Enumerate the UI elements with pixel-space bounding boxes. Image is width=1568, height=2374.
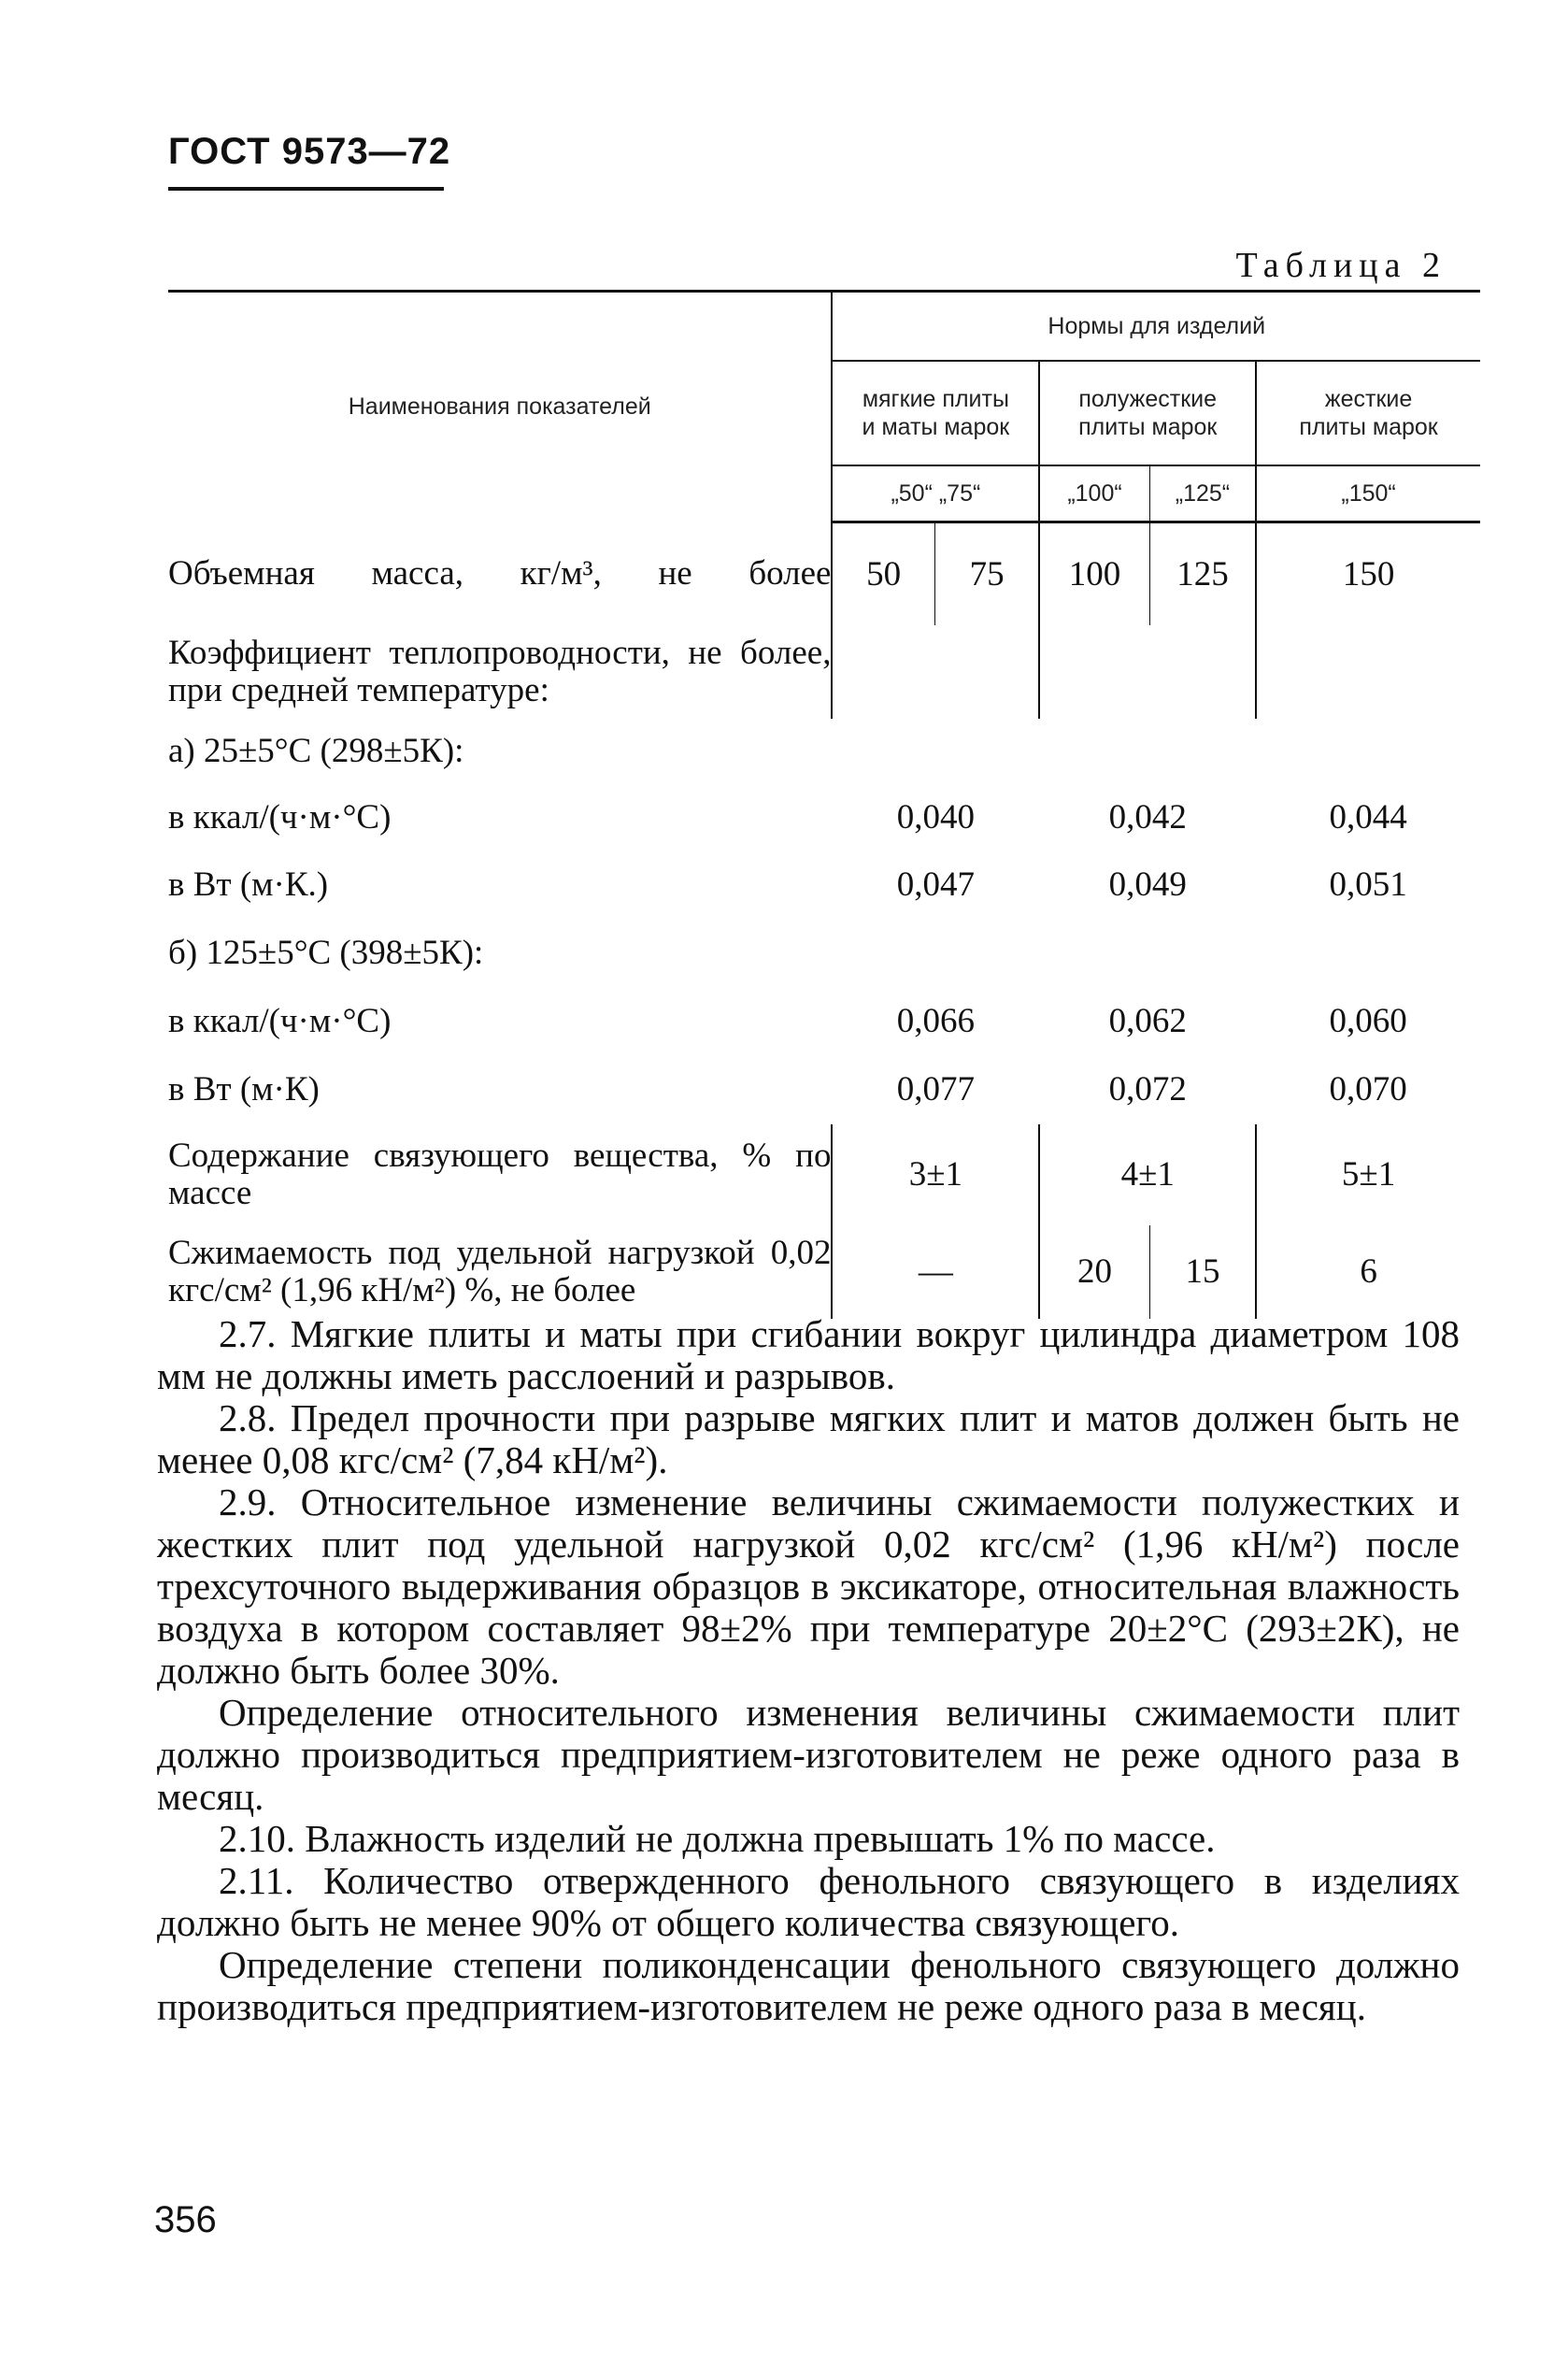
row-label-temp-b: б) 125±5°С (398±5К): — [168, 933, 484, 972]
paragraph-polycondensation: Определение степени поликонденсации фенольного связующего должно производиться предприятием-изготовителем не реже одного раза в месяц. — [157, 1943, 1460, 2028]
value-cell: 6 — [1256, 1225, 1480, 1319]
body-text — [157, 1313, 1460, 2028]
value-cell: 0,051 — [1329, 865, 1407, 904]
value-cell: — — [832, 1225, 1039, 1319]
paragraph-2-10: 2.10. Влажность изделий не должна превышать 1% по массе. — [219, 1817, 1216, 1860]
mark-150: „150“ — [1256, 465, 1480, 522]
paragraph-2-9: 2.9. Относительное изменение величины сжимаемости полужестких и жестких плит под удельной нагрузкой 0,02 кгс/см² (1,96 кН/м²) после трехсуточного выдерживания образцов в эксикаторе, относительная влажность воздуха в котором составляет 98±2% при температуре 20±2°С (293±2К), не должно быть более 30%. — [157, 1480, 1460, 1692]
group-rigid-header: жесткие плиты марок — [1256, 361, 1480, 465]
table-caption: Таблица 2 — [1235, 246, 1447, 285]
value-cell: 5±1 — [1256, 1124, 1480, 1225]
value-cell: 100 — [1039, 522, 1149, 625]
mark-100: „100“ — [1039, 465, 1149, 522]
value-cell: 0,044 — [1329, 798, 1407, 837]
header-rule — [168, 187, 444, 191]
page-number: 356 — [154, 2199, 217, 2240]
value-cell: 0,066 — [896, 1002, 975, 1040]
paragraph-2-11: 2.11. Количество отвержденного фенольного связующего в изделиях должно быть не менее 90% от общего количества связующего. — [157, 1859, 1460, 1944]
mark-soft: „50“ „75“ — [832, 465, 1039, 522]
row-label-temp-a: а) 25±5°С (298±5К): — [168, 731, 464, 770]
row-label-density: Объемная масса, кг/м³, не более — [168, 553, 832, 593]
value-cell: 20 — [1039, 1225, 1149, 1319]
value-cell: 0,049 — [1108, 865, 1187, 904]
value-cell: 75 — [934, 522, 1039, 625]
group-soft-header: мягкие плиты и маты марок — [832, 361, 1039, 465]
value-cell: 4±1 — [1039, 1124, 1256, 1225]
value-cell: 0,040 — [896, 798, 975, 837]
paragraph-2-7: 2.7. Мягкие плиты и маты при сгибании вокруг цилиндра диаметром 108 мм не должны иметь расслоений и разрывов. — [157, 1312, 1460, 1397]
value-cell: 150 — [1256, 522, 1480, 625]
value-cell: 0,047 — [896, 865, 975, 904]
value-cell: 0,042 — [1108, 798, 1187, 837]
value-cell: 50 — [832, 522, 934, 625]
row-label-binder: Содержание связующего вещества, % по массе — [168, 1136, 832, 1212]
row-label-compressibility: Сжимаемость под удельной нагрузкой 0,02 кгс/см² (1,96 кН/м²) %, не более — [168, 1233, 832, 1309]
paragraph-2-8: 2.8. Предел прочности при разрыве мягких плит и матов должен быть не менее 0,08 кгс/см² (7,84 кН/м²). — [157, 1396, 1460, 1481]
norms-header: Нормы для изделий — [832, 293, 1480, 361]
paragraph-compression-method: Определение относительного изменения величины сжимаемости плит должно производиться предприятием-изготовителем не реже одного раза в месяц. — [157, 1691, 1460, 1818]
value-cell: 0,077 — [896, 1070, 975, 1108]
row-label-watt-b: в Вт (м·К) — [168, 1069, 320, 1108]
row-label-kcal-a: в ккал/(ч·м·°С) — [168, 797, 392, 837]
mark-125: „125“ — [1149, 465, 1256, 522]
row-label-watt-a: в Вт (м·К.) — [168, 865, 329, 904]
document-header: ГОСТ 9573—72 — [168, 131, 451, 172]
value-cell: 15 — [1149, 1225, 1256, 1319]
value-cell: 0,062 — [1108, 1002, 1187, 1040]
value-cell: 0,070 — [1329, 1070, 1407, 1108]
group-semirigid-header: полужесткие плиты марок — [1039, 361, 1256, 465]
param-header: Наименования показателей — [348, 393, 651, 421]
norms-table — [168, 290, 1480, 1319]
row-label-kcal-b: в ккал/(ч·м·°С) — [168, 1001, 392, 1040]
value-cell: 0,060 — [1329, 1002, 1407, 1040]
value-cell: 125 — [1149, 522, 1256, 625]
row-label-conductivity: Коэффициент теплопроводности, не более, при средней температуре: — [168, 633, 832, 709]
value-cell: 3±1 — [832, 1124, 1039, 1225]
value-cell: 0,072 — [1108, 1070, 1187, 1108]
